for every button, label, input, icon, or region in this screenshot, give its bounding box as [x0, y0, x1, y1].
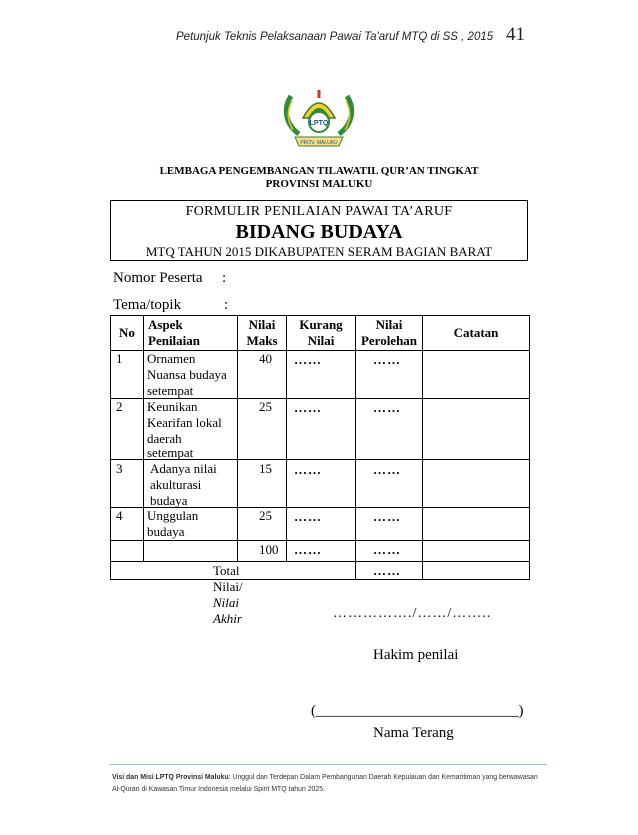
- row-4-aspek-2: budaya: [147, 524, 185, 539]
- nomor-peserta-label: Nomor Peserta: [113, 270, 203, 286]
- date-line: ……………./……/……..: [333, 606, 492, 621]
- row-4-perolehan: ……: [373, 509, 401, 524]
- row-2-maks: 25: [259, 399, 272, 414]
- header-maks-1: Nilai: [248, 317, 276, 332]
- footer-vision-mission: [112, 772, 544, 796]
- row-3-no: 3: [116, 461, 123, 476]
- header-aspek-2: Penilaian: [148, 333, 201, 348]
- row-3-aspek-1: Adanya nilai: [150, 461, 217, 476]
- nomor-peserta-colon: :: [222, 270, 227, 286]
- judge-role: Hakim penilai: [373, 647, 459, 663]
- row-2-no: 2: [116, 399, 123, 414]
- row-1-perolehan: ……: [373, 352, 401, 367]
- header-perolehan-1: Nilai: [375, 317, 403, 332]
- header-kurang-1: Kurang: [299, 317, 343, 332]
- page-number: 41: [506, 24, 525, 45]
- sum-row-kurang: ……: [294, 542, 322, 557]
- row-3-aspek-3: budaya: [150, 493, 188, 508]
- running-header-title: Petunjuk Teknis Pelaksanaan Pawai Ta'aruf MTQ di SS , 2015: [176, 31, 494, 43]
- row-3-kurang: ……: [294, 462, 322, 477]
- row-2-aspek-3: daerah: [147, 431, 182, 446]
- row-1-no: 1: [116, 351, 123, 366]
- row-1-aspek-3: setempat: [147, 383, 194, 398]
- form-title: FORMULIR PENILAIAN PAWAI TA’ARUF: [185, 204, 453, 219]
- tema-topik-colon: :: [224, 297, 229, 313]
- row-4-kurang: ……: [294, 509, 322, 524]
- header-aspek-1: Aspek: [148, 317, 183, 332]
- row-4-aspek-1: Unggulan: [147, 508, 199, 523]
- form-title-box: [110, 200, 528, 261]
- total-row-value: ……: [373, 563, 401, 578]
- header-maks-2: Maks: [246, 333, 278, 348]
- row-1-maks: 40: [259, 351, 272, 366]
- row-2-perolehan: ……: [373, 400, 401, 415]
- signature-line: (___________________________): [311, 703, 524, 719]
- header-perolehan-2: Perolehan: [360, 333, 418, 348]
- total-label-main: Total Nilai/: [213, 563, 243, 594]
- row-2-aspek-2: Kearifan lokal: [147, 415, 222, 430]
- footer-text: : Unggul dan Terdepan Dalam Pembangunan Daerah Kepulauan dan Kemaritiman yang berwawasan Al-Quran di Kawasan Timur Indonesia melalui Spirit MTQ tahun 2025.: [112, 774, 538, 793]
- row-3-aspek-2: akulturasi: [150, 477, 202, 492]
- sum-row-perolehan: ……: [373, 542, 401, 557]
- row-4-maks: 25: [259, 508, 272, 523]
- row-2-kurang: ……: [294, 400, 322, 415]
- row-2-aspek-1: Keunikan: [147, 399, 198, 414]
- header-catatan: Catatan: [453, 325, 499, 340]
- footer-divider: [110, 764, 547, 765]
- row-2-aspek-4: setempat: [147, 445, 194, 460]
- sum-row-maks: 100: [259, 542, 279, 557]
- lptq-logo: [281, 84, 357, 150]
- name-label: Nama Terang: [373, 725, 454, 741]
- header-kurang-2: Nilai: [307, 333, 335, 348]
- row-3-maks: 15: [259, 461, 272, 476]
- form-event: MTQ TAHUN 2015 DIKABUPATEN SERAM BAGIAN BARAT: [145, 244, 493, 259]
- total-row-label: [213, 563, 243, 627]
- institution-line-2: PROVINSI MALUKU: [265, 178, 373, 190]
- row-1-aspek-1: Ornamen: [147, 351, 196, 366]
- logo-text: LPTQ: [309, 120, 329, 127]
- row-4-no: 4: [116, 508, 123, 523]
- row-3-perolehan: ……: [373, 462, 401, 477]
- form-subtitle: BIDANG BUDAYA: [235, 221, 403, 243]
- total-label-italic: Nilai Akhir: [213, 595, 242, 626]
- institution-line-1: LEMBAGA PENGEMBANGAN TILAWATIL QUR’AN TINGKAT: [159, 165, 479, 177]
- tema-topik-label: Tema/topik: [113, 297, 182, 313]
- footer-bold: Visi dan Misi LPTQ Provinsi Maluku: [112, 774, 229, 781]
- row-1-aspek-2: Nuansa budaya: [147, 367, 227, 382]
- header-no: No: [119, 325, 135, 340]
- logo-ribbon-text: PROV. MALUKU: [300, 140, 338, 146]
- row-1-kurang: ……: [294, 352, 322, 367]
